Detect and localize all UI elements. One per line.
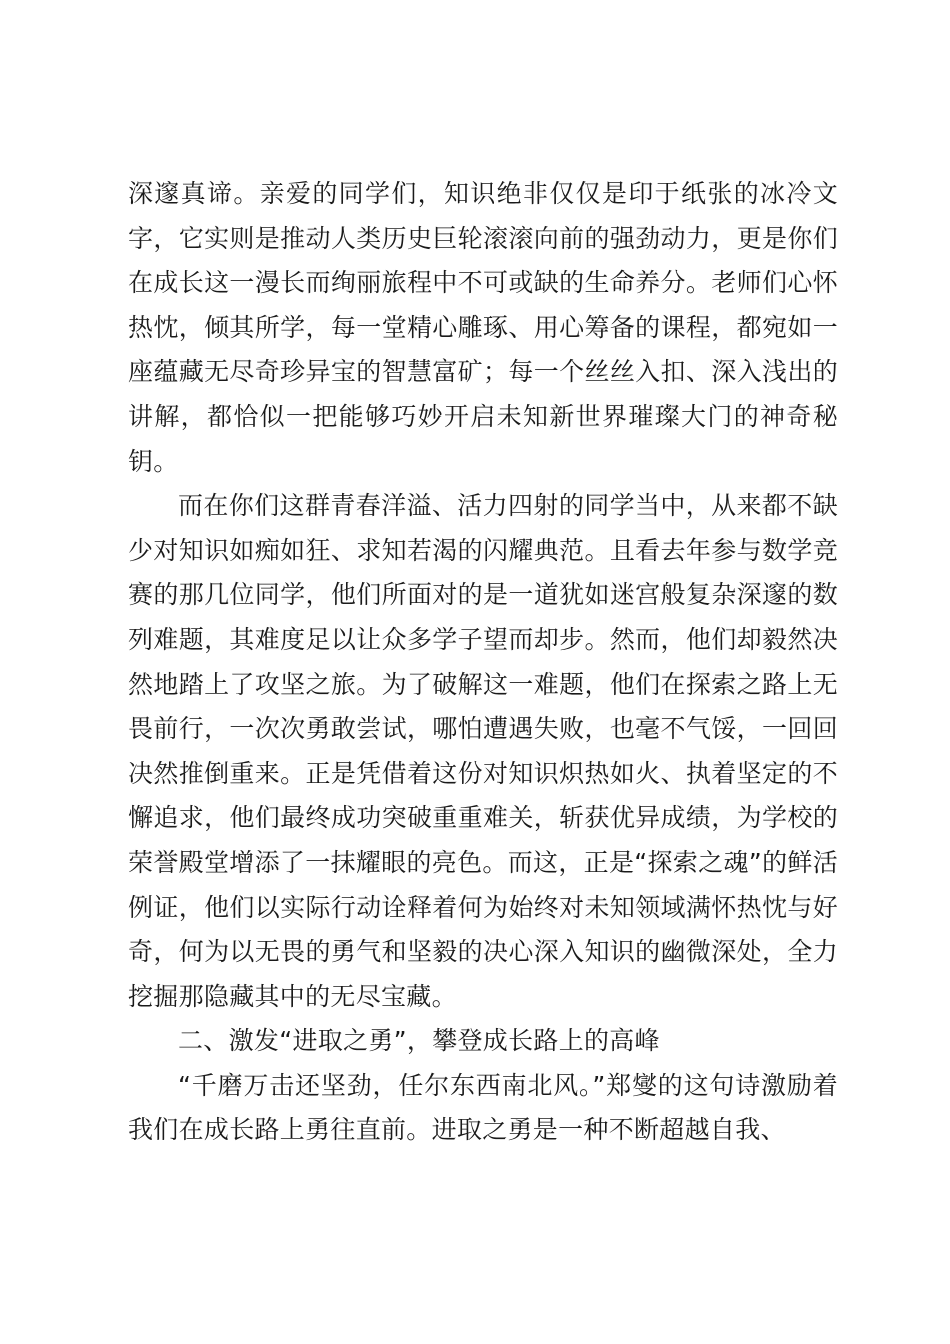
paragraph-poem-quote: “千磨万击还坚劲，任尔东西南北风。”郑燮的这句诗激励着我们在成长路上勇往直前。进取之勇是一种不断超越自我、: [128, 1070, 838, 1145]
paragraph-knowledge-continuation: 深邃真谛。亲爱的同学们，知识绝非仅仅是印于纸张的冰冷文字，它实则是推动人类历史巨轮滚滚向前的强劲动力，更是你们在成长这一漫长而绚丽旅程中不可或缺的生命养分。老师们心怀热忱，倾其所学，每一堂精心雕琢、用心筹备的课程，都宛如一座蕴藏无尽奇珍异宝的智慧富矿；每一个丝丝入扣、深入浅出的讲解，都恰似一把能够巧妙开启未知新世界璀璨大门的神奇秘钥。: [128, 179, 838, 476]
paragraph-math-competition: 而在你们这群青春洋溢、活力四射的同学当中，从来都不缺少对知识如痴如狂、求知若渴的闪耀典范。且看去年参与数学竞赛的那几位同学，他们所面对的是一道犹如迷宫般复杂深邃的数列难题，其难度足以让众多学子望而却步。然而，他们却毅然决然地踏上了攻坚之旅。为了破解这一难题，他们在探索之路上无畏前行，一次次勇敢尝试，哪怕遭遇失败，也毫不气馁，一回回决然推倒重来。正是凭借着这份对知识炽热如火、执着坚定的不懈追求，他们最终成功突破重重难关，斩获优异成绩，为学校的荣誉殿堂增添了一抹耀眼的亮色。而这，正是“探索之魂”的鲜活例证，他们以实际行动诠释着何为始终对未知领域满怀热忱与好奇，何为以无畏的勇气和坚毅的决心深入知识的幽微深处，全力挖掘那隐藏其中的无尽宝藏。: [128, 491, 838, 1011]
section-heading-two: 二、激发“进取之勇”，攀登成长路上的高峰: [178, 1026, 660, 1056]
document-body: [128, 172, 838, 1153]
